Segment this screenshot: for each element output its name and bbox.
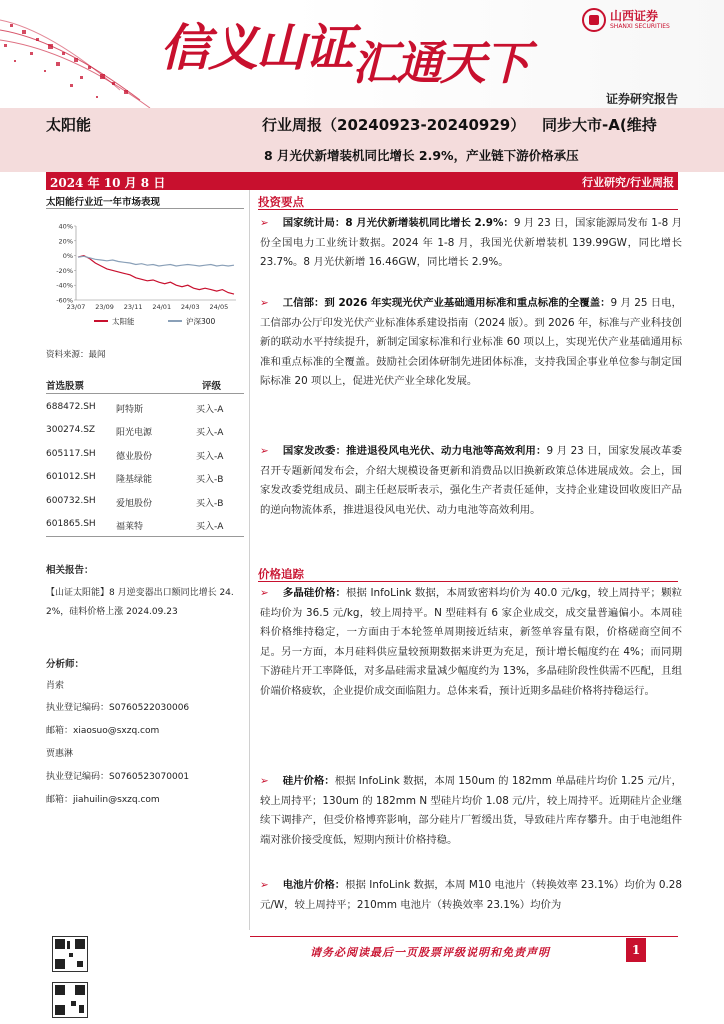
logo-icon xyxy=(582,8,606,32)
section-rule xyxy=(258,209,678,210)
footer-rule xyxy=(250,936,678,937)
paragraph-ndrc xyxy=(260,442,682,520)
analyst-license: 执业登记编码：S0760522030006 xyxy=(46,703,190,713)
stock-code: 600732.SH xyxy=(46,495,96,506)
report-title: 行业周报（20240923-20240929） xyxy=(262,116,526,134)
stock-name: 德业股份 xyxy=(116,451,153,462)
y-tick-label: 0% xyxy=(62,252,73,261)
stock-name: 爱旭股份 xyxy=(116,498,153,509)
stock-code: 300274.SZ xyxy=(46,425,96,436)
stock-header-name: 首选股票 xyxy=(46,381,85,392)
paragraph-text: 9 月 23 日，国家能源局发布 1-8 月份全国电力工业统计数据。2024 年 1-8 月，我国光伏新增装机 139.99GW，同比增长 23.7%。8 月光伏新增 16.46GW，同比增长 2.9%。 xyxy=(260,217,683,269)
paragraph-lead: 电池片价格： xyxy=(282,879,346,891)
arrow-bullet-icon: ➢ xyxy=(260,297,269,309)
y-tick-label: -40% xyxy=(56,281,73,290)
stock-row xyxy=(46,490,244,514)
analyst-email[interactable]: 邮箱：xiaosuo@sxzq.com xyxy=(46,726,160,736)
stock-code: 605117.SH xyxy=(46,448,96,459)
section-title-key-points: 投资要点 xyxy=(258,195,304,209)
slogan-part-b: 汇通天下 xyxy=(352,36,528,90)
paragraph-lead: 工信部：到 2026 年实现光伏产业基础通用标准和重点标准的全覆盖： xyxy=(282,297,611,309)
stock-name: 隆基绿能 xyxy=(116,475,153,486)
arrow-bullet-icon: ➢ xyxy=(260,879,269,891)
slogan xyxy=(160,8,528,90)
company-logo xyxy=(582,8,670,32)
footer-disclaimer: 请务必阅读最后一页股票评级说明和免责声明 xyxy=(310,946,550,959)
paragraph-lead: 国家发改委：推进退役风电光伏、动力电池等高效利用： xyxy=(282,445,547,457)
qr-code-icon xyxy=(52,936,88,972)
analyst-name: 肖索 xyxy=(46,681,65,691)
analysts-title: 分析师： xyxy=(46,659,85,670)
page-number: 1 xyxy=(626,938,646,962)
stock-row xyxy=(46,513,244,537)
stock-table-end-rule xyxy=(46,536,244,537)
arrow-bullet-icon: ➢ xyxy=(260,775,269,787)
paragraph-miit xyxy=(260,294,682,392)
report-date: 2024 年 10 月 8 日 xyxy=(50,176,166,190)
section-title-price-tracking: 价格追踪 xyxy=(258,567,304,581)
y-tick-label: 40% xyxy=(58,222,73,231)
arrow-bullet-icon: ➢ xyxy=(260,217,269,229)
stock-code: 601865.SH xyxy=(46,519,96,529)
y-tick-label: -60% xyxy=(56,296,73,305)
paragraph-text: 9 月 25 日电，工信部办公厅印发光伏产业标准体系建设指南（2024 版）。到 2026 年，标准与产业科技创新的联动水平持续提升，新制定国家标准和行业标准 60 项以上，实现光伏产业基础通用标准和重点标准的全覆盖。鼓励社会团体研制先进团体标准，支持我国企事业单位参与制定国际标准 20 项以上，促进光伏产业全球化发展。 xyxy=(260,297,682,388)
x-tick-label: 23/11 xyxy=(123,303,143,311)
slogan-part-a: 信义山证 xyxy=(160,18,352,77)
paragraph-text: 根据 InfoLink 数据，本周致密料均价为 40.0 元/kg，较上周持平；颗粒硅均价为 36.5 元/kg，较上周持平。N 型硅料有 6 家企业成交，成交量普遍偏小。本周硅料价格维持稳定，一方面由于本轮签单周期接近结束，新签单容量有限，价格磋商空间不足。另一方面，本月硅料供应量较预期数据来讲更为充足，预计增长幅度约在 4%；而同期下游硅片开工率降低，对多晶硅需求量减少幅度约为 13%，多晶硅阶段性供需不匹配，且组价端价格疲软，企业提价成交面临阻力。总体来看，预计近期多晶硅价格将持稳运行。 xyxy=(260,587,682,697)
chart-title: 太阳能行业近一年市场表现 xyxy=(46,197,161,208)
paragraph-text: 9 月 23 日，国家发展改革委召开专题新闻发布会，介绍大规模设备更新和消费品以旧换新政策总体进展成效。会上，国家发改委党组成员、副主任赵辰昕表示，强化生产者责任延伸，支持企业建设回收废旧产品的逆向物流体系，推进退役风电光伏、动力电池等高效利用。 xyxy=(260,445,682,516)
paragraph-text: 根据 InfoLink 数据，本周 M10 电池片（转换效率 23.1%）均价为 0.28 元/W，较上周持平；210mm 电池片（转换效率 23.1%）均价为 xyxy=(260,879,682,911)
related-reports-title: 相关报告： xyxy=(46,565,94,576)
sector-name: 太阳能 xyxy=(46,116,92,134)
x-tick-label: 23/09 xyxy=(95,303,114,311)
analyst-license: 执业登记编码：S0760523070001 xyxy=(46,772,190,782)
stock-name: 阳光电源 xyxy=(116,428,153,439)
paragraph-text: 根据 InfoLink 数据，本周 150um 的 182mm 单晶硅片均价 1.25 元/片，较上周持平；130um 的 182mm N 型硅片均价 1.08 元/片，较上周持平。近期硅片企业继续下调排产，但受价格博弈影响，部分硅片厂暂缓出货，导致硅片库存攀升。由于电池组件端对涨价接受度低，短期内预计价格持稳。 xyxy=(260,775,682,846)
paragraph-lead: 国家统计局：8 月光伏新增装机同比增长 2.9%： xyxy=(282,217,514,229)
series-line-csi300 xyxy=(78,256,234,266)
stock-row xyxy=(46,443,244,467)
stock-rating: 买入-A xyxy=(196,405,224,415)
stock-rating: 买入-A xyxy=(196,428,224,439)
stock-table-header xyxy=(46,376,244,394)
chart-title-rule xyxy=(46,208,244,209)
x-tick-label: 23/07 xyxy=(66,303,86,311)
x-tick-label: 24/03 xyxy=(180,303,200,311)
stock-row xyxy=(46,396,244,420)
stock-rating: 买入-A xyxy=(196,451,224,462)
paragraph-nbs xyxy=(260,214,682,273)
stock-code: 688472.SH xyxy=(46,402,96,412)
qr-code-icon xyxy=(52,982,88,1018)
related-report-link[interactable]: 【山证太阳能】8 月逆变器出口额同比增长 24. 2%，硅料价格上涨 2024.09.23 xyxy=(46,588,234,617)
stock-header-rating: 评级 xyxy=(202,381,222,392)
paragraph-cell xyxy=(260,876,682,915)
y-tick-label: -20% xyxy=(56,266,73,275)
report-type: 证券研究报告 xyxy=(605,92,678,106)
legend-label: 太阳能 xyxy=(112,317,135,326)
stock-row xyxy=(46,419,244,443)
industry-rating: 同步大市-A(维持 xyxy=(542,116,657,134)
stock-name: 阿特斯 xyxy=(116,405,144,415)
arrow-bullet-icon: ➢ xyxy=(260,445,269,457)
stock-rating: 买入-A xyxy=(196,522,224,532)
paragraph-wafer xyxy=(260,772,682,850)
x-tick-label: 24/01 xyxy=(152,303,172,311)
analyst-name: 贾惠淋 xyxy=(46,749,74,759)
stock-rating: 买入-B xyxy=(196,475,224,486)
header-banner xyxy=(0,0,724,108)
stock-name: 福莱特 xyxy=(116,522,144,532)
section-rule xyxy=(258,581,678,582)
arrow-bullet-icon: ➢ xyxy=(260,587,269,599)
paragraph-lead: 硅片价格： xyxy=(282,775,335,787)
paragraph-lead: 多晶硅价格： xyxy=(282,587,346,599)
legend-label: 沪深300 xyxy=(186,317,216,326)
performance-chart xyxy=(46,214,244,332)
stock-rating: 买入-B xyxy=(196,498,224,509)
report-headline: 8 月光伏新增装机同比增长 2.9%，产业链下游价格承压 xyxy=(264,148,579,163)
stock-code: 601012.SH xyxy=(46,472,96,483)
paragraph-polysilicon xyxy=(260,584,682,702)
logo-name-cn: 山西证券 xyxy=(610,9,659,23)
logo-name-en: SHANXI SECURITIES xyxy=(610,23,670,30)
y-tick-label: 20% xyxy=(58,237,73,246)
stock-row xyxy=(46,466,244,490)
x-tick-label: 24/05 xyxy=(209,303,229,311)
chart-source: 资料来源：最闻 xyxy=(46,350,106,360)
report-category: 行业研究/行业周报 xyxy=(581,176,674,189)
analyst-email[interactable]: 邮箱：jiahuilin@sxzq.com xyxy=(46,795,160,805)
column-divider xyxy=(249,190,250,930)
series-line-solar xyxy=(78,256,234,295)
